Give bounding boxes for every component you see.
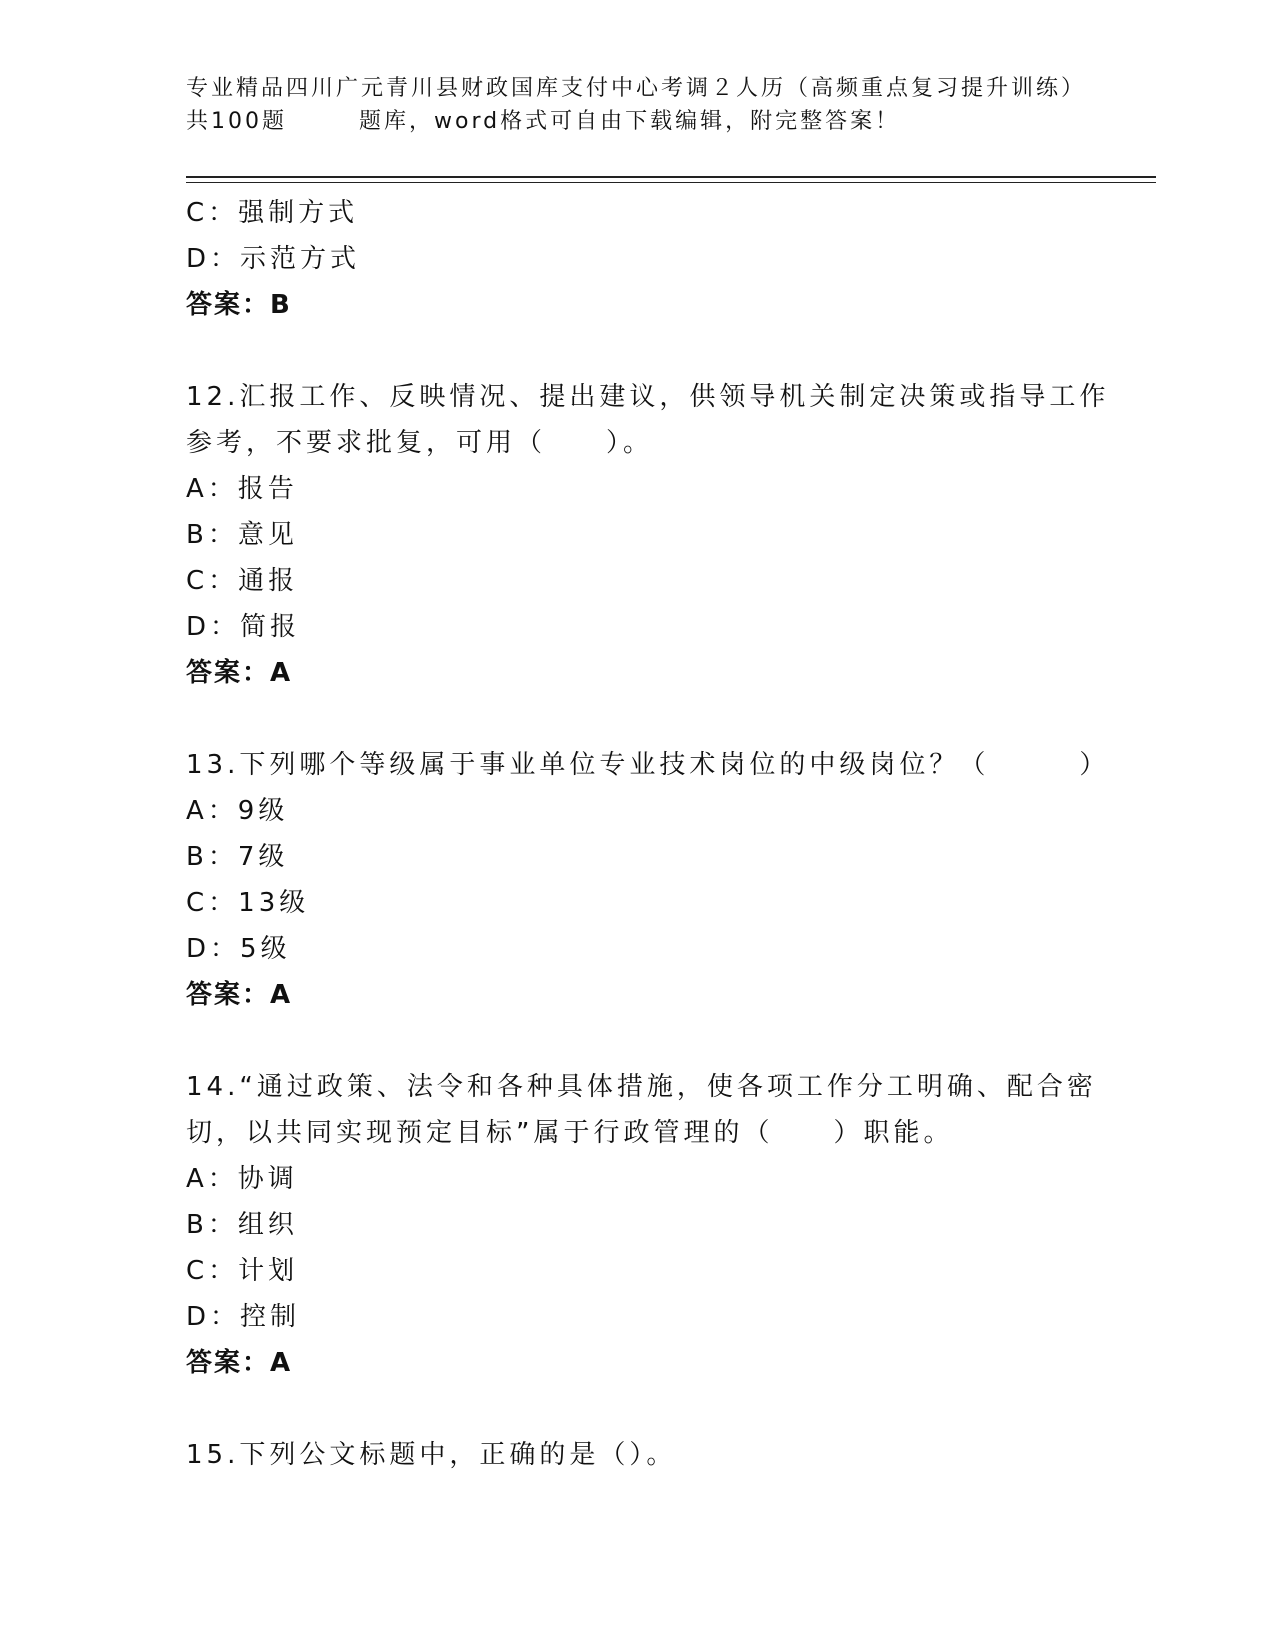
- question-text-line: 14.“通过政策、法令和各种具体措施，使各项工作分工明确、配合密: [186, 1072, 1097, 1102]
- question-14: [186, 1064, 1106, 1386]
- answer-line: 答案：B: [186, 290, 292, 320]
- option-a: A：报告: [186, 474, 298, 504]
- question-text-line: 切，以共同实现预定目标”属于行政管理的（ ）职能。: [186, 1118, 954, 1148]
- header-question-count: 共100题: [186, 109, 287, 134]
- option-b: B：意见: [186, 520, 298, 550]
- answer-line: 答案：A: [186, 980, 293, 1010]
- header-description: 题库，word格式可自由下载编辑，附完整答案！: [359, 109, 901, 134]
- question-text-line: 12.汇报工作、反映情况、提出建议，供领导机关制定决策或指导工作: [186, 382, 1110, 412]
- option-d: D：示范方式: [186, 244, 361, 274]
- option-d: D：控制: [186, 1302, 301, 1332]
- question-list: [186, 190, 1110, 1478]
- option-c: C：通报: [186, 566, 299, 596]
- option-a: A：9级: [186, 796, 289, 826]
- previous-question-tail: [186, 190, 1106, 328]
- question-13: [186, 742, 1110, 1018]
- question-text-line: 15.下列公文标题中，正确的是（）。: [186, 1440, 677, 1470]
- option-c: C：计划: [186, 1256, 299, 1286]
- header-divider-thin: [186, 182, 1156, 183]
- question-text-line: 13.下列哪个等级属于事业单位专业技术岗位的中级岗位？（ ）: [186, 750, 1110, 780]
- answer-line: 答案：A: [186, 658, 293, 688]
- option-b: B：组织: [186, 1210, 298, 1240]
- option-c: C：强制方式: [186, 198, 359, 228]
- option-d: D：简报: [186, 612, 301, 642]
- header-divider-thick: [186, 176, 1156, 178]
- option-c: C：13级: [186, 888, 310, 918]
- document-header: [186, 72, 1086, 138]
- question-text-line: 参考，不要求批复，可用（ ）。: [186, 428, 654, 458]
- question-15: [186, 1432, 1106, 1478]
- answer-line: 答案：A: [186, 1348, 293, 1378]
- question-12: [186, 374, 1110, 696]
- header-title-line: 专业精品四川广元青川县财政国库支付中心考调２人历（高频重点复习提升训练）: [186, 76, 1087, 101]
- option-d: D：5级: [186, 934, 291, 964]
- option-b: B：7级: [186, 842, 289, 872]
- header-subtitle-line: [186, 105, 1086, 138]
- option-a: A：协调: [186, 1164, 298, 1194]
